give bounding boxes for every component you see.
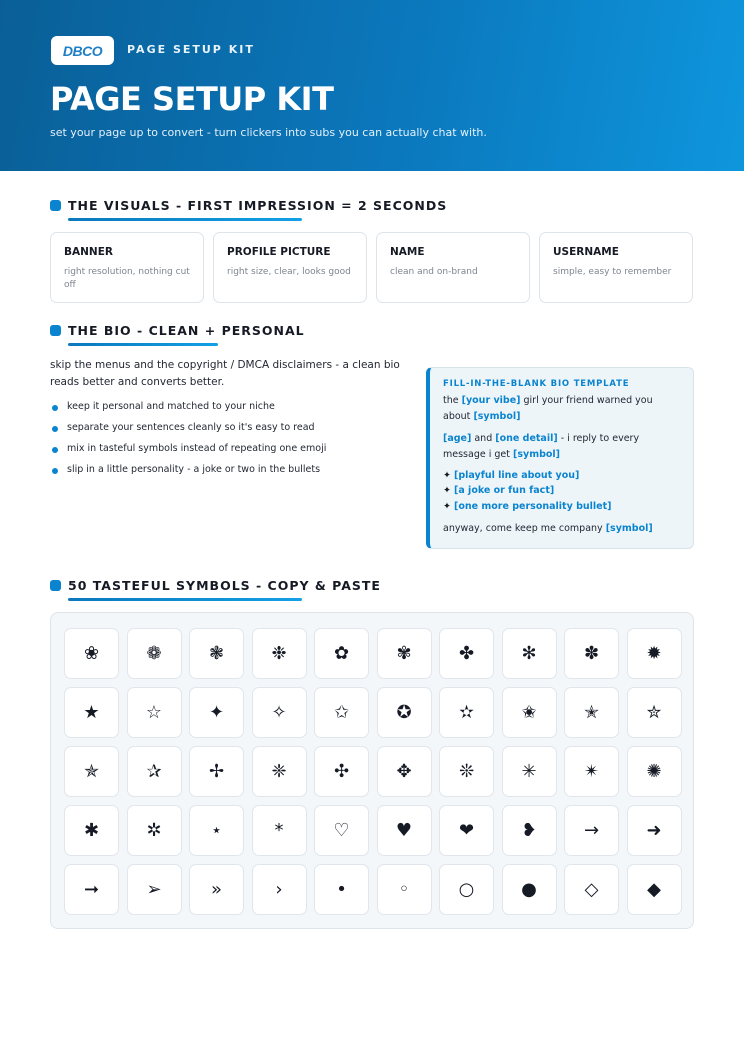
symbol-tile[interactable]: ♡ bbox=[314, 805, 369, 856]
symbol-tile[interactable]: ❥ bbox=[502, 805, 557, 856]
bullet-dot-icon bbox=[52, 426, 58, 432]
symbols-heading-text: 50 TASTEFUL SYMBOLS - COPY & PASTE bbox=[68, 578, 381, 593]
symbol-tile[interactable]: ♥ bbox=[377, 805, 432, 856]
template-blank: [symbol] bbox=[473, 411, 521, 422]
symbol-tile[interactable]: ✾ bbox=[377, 628, 432, 679]
list-item bbox=[50, 441, 410, 462]
section-marker-icon bbox=[50, 325, 61, 336]
template-blank: [your vibe] bbox=[461, 395, 521, 406]
bullet-dot-icon bbox=[52, 468, 58, 474]
template-bullet-line bbox=[443, 499, 683, 515]
bio-intro-text: skip the menus and the copyright / DMCA disclaimers - a clean bio reads better and converts better. bbox=[50, 359, 400, 388]
list-item-text: mix in tasteful symbols instead of repeating one emoji bbox=[67, 443, 327, 454]
symbol-tile[interactable]: ☆ bbox=[127, 687, 182, 738]
symbol-tile[interactable]: ✰ bbox=[127, 746, 182, 797]
template-line-1 bbox=[443, 393, 683, 425]
header-kicker: PAGE SETUP KIT bbox=[127, 43, 255, 56]
template-closing-line bbox=[443, 521, 683, 537]
symbol-tile[interactable]: ✴ bbox=[564, 746, 619, 797]
page-subtitle: set your page up to convert - turn clickers into subs you can actually chat with. bbox=[50, 126, 487, 139]
card-description: simple, easy to remember bbox=[553, 267, 672, 277]
sparkle-icon: ✦ bbox=[443, 501, 451, 512]
template-title: FILL-IN-THE-BLANK BIO TEMPLATE bbox=[443, 379, 630, 389]
symbols-grid bbox=[50, 612, 694, 929]
bullet-dot-icon bbox=[52, 405, 58, 411]
symbol-tile[interactable]: ✥ bbox=[377, 746, 432, 797]
symbol-tile[interactable]: → bbox=[564, 805, 619, 856]
card-title: USERNAME bbox=[553, 246, 619, 258]
symbol-tile[interactable]: ❁ bbox=[127, 628, 182, 679]
section-marker-icon bbox=[50, 580, 61, 591]
symbol-tile[interactable]: ✤ bbox=[439, 628, 494, 679]
symbol-tile[interactable]: ✺ bbox=[627, 746, 682, 797]
template-blank: [age] bbox=[443, 433, 472, 444]
section-underline bbox=[68, 598, 302, 601]
symbol-tile[interactable]: ✯ bbox=[64, 746, 119, 797]
symbol-tile[interactable]: ✳ bbox=[502, 746, 557, 797]
symbol-tile[interactable]: ● bbox=[502, 864, 557, 915]
symbol-tile[interactable]: ✪ bbox=[377, 687, 432, 738]
sparkle-icon: ✦ bbox=[443, 470, 451, 481]
bio-template-box bbox=[426, 367, 694, 549]
visuals-cards bbox=[50, 232, 694, 303]
template-line-2 bbox=[443, 431, 683, 463]
symbol-tile[interactable]: ❊ bbox=[439, 746, 494, 797]
symbol-tile[interactable]: ✮ bbox=[627, 687, 682, 738]
header-banner bbox=[0, 0, 744, 171]
card-title: BANNER bbox=[64, 246, 113, 258]
template-text: - i reply to every message i get bbox=[443, 433, 640, 460]
template-blank: [a joke or fun fact] bbox=[454, 485, 555, 496]
symbol-tile[interactable]: ❉ bbox=[252, 628, 307, 679]
template-blank: [one detail] bbox=[495, 433, 558, 444]
symbol-tile[interactable]: ✹ bbox=[627, 628, 682, 679]
symbol-tile[interactable]: ✿ bbox=[314, 628, 369, 679]
symbol-tile[interactable]: ✱ bbox=[64, 805, 119, 856]
symbol-tile[interactable]: » bbox=[189, 864, 244, 915]
card-description: right size, clear, looks good bbox=[227, 267, 351, 277]
template-text: anyway, come keep me company bbox=[443, 523, 606, 534]
card-banner bbox=[50, 232, 204, 303]
template-blank: [symbol] bbox=[605, 523, 653, 534]
template-text: girl your friend warned you about bbox=[443, 395, 653, 422]
list-item-text: slip in a little personality - a joke or two in the bullets bbox=[67, 464, 321, 475]
symbol-tile[interactable]: • bbox=[314, 864, 369, 915]
symbol-tile[interactable]: ◆ bbox=[627, 864, 682, 915]
card-title: NAME bbox=[390, 246, 425, 258]
brand-logo bbox=[51, 36, 114, 65]
bio-tips-list bbox=[50, 399, 410, 483]
section-marker-icon bbox=[50, 200, 61, 211]
bullet-dot-icon bbox=[52, 447, 58, 453]
symbol-tile[interactable]: ✧ bbox=[252, 687, 307, 738]
symbol-tile[interactable]: ★ bbox=[64, 687, 119, 738]
symbol-tile[interactable]: ❃ bbox=[189, 628, 244, 679]
bio-heading-text: THE BIO - CLEAN + PERSONAL bbox=[68, 323, 305, 338]
brand-logo-text: DBCO bbox=[62, 42, 103, 59]
symbol-tile[interactable]: ✦ bbox=[189, 687, 244, 738]
card-profile-picture bbox=[213, 232, 367, 303]
symbol-tile[interactable]: ❀ bbox=[64, 628, 119, 679]
symbol-tile[interactable]: ⋆ bbox=[189, 805, 244, 856]
symbol-tile[interactable]: ◇ bbox=[564, 864, 619, 915]
card-description: right resolution, nothing cut off bbox=[64, 267, 190, 290]
symbol-tile[interactable]: ➢ bbox=[127, 864, 182, 915]
symbol-tile[interactable]: › bbox=[252, 864, 307, 915]
symbol-tile[interactable]: ✫ bbox=[439, 687, 494, 738]
template-text: the bbox=[443, 395, 462, 406]
symbol-tile[interactable]: ✢ bbox=[189, 746, 244, 797]
section-underline bbox=[68, 218, 302, 221]
symbol-tile[interactable]: ✲ bbox=[127, 805, 182, 856]
symbol-tile[interactable]: ✣ bbox=[314, 746, 369, 797]
template-bullet-line bbox=[443, 468, 683, 484]
template-blank: [symbol] bbox=[513, 449, 561, 460]
symbol-tile[interactable]: ◦ bbox=[377, 864, 432, 915]
template-text: and bbox=[471, 433, 496, 444]
template-bullet-line bbox=[443, 483, 683, 499]
symbol-tile[interactable]: ✭ bbox=[564, 687, 619, 738]
page-title: PAGE SETUP KIT bbox=[50, 80, 334, 118]
symbol-tile[interactable]: ➞ bbox=[64, 864, 119, 915]
symbol-tile[interactable]: ❤ bbox=[439, 805, 494, 856]
section-underline bbox=[68, 343, 218, 346]
card-name bbox=[376, 232, 530, 303]
symbol-tile[interactable]: ➜ bbox=[627, 805, 682, 856]
symbol-tile[interactable]: ✽ bbox=[564, 628, 619, 679]
list-item bbox=[50, 420, 410, 441]
symbol-tile[interactable]: ✬ bbox=[502, 687, 557, 738]
card-description: clean and on-brand bbox=[390, 267, 478, 277]
sparkle-icon: ✦ bbox=[443, 485, 451, 496]
card-title: PROFILE PICTURE bbox=[227, 246, 331, 258]
template-blank: [one more personality bullet] bbox=[454, 501, 612, 512]
symbol-tile[interactable]: ✩ bbox=[314, 687, 369, 738]
symbol-tile[interactable]: ✻ bbox=[502, 628, 557, 679]
list-item bbox=[50, 399, 410, 420]
list-item-text: separate your sentences cleanly so it's easy to read bbox=[67, 422, 315, 433]
symbol-tile[interactable]: ○ bbox=[439, 864, 494, 915]
visuals-heading-text: THE VISUALS - FIRST IMPRESSION = 2 SECONDS bbox=[68, 198, 448, 213]
list-item-text: keep it personal and matched to your niche bbox=[67, 401, 275, 412]
template-blank: [playful line about you] bbox=[454, 470, 580, 481]
symbol-tile[interactable]: ❈ bbox=[252, 746, 307, 797]
symbol-tile[interactable]: * bbox=[252, 805, 307, 856]
card-username bbox=[539, 232, 693, 303]
list-item bbox=[50, 462, 410, 483]
